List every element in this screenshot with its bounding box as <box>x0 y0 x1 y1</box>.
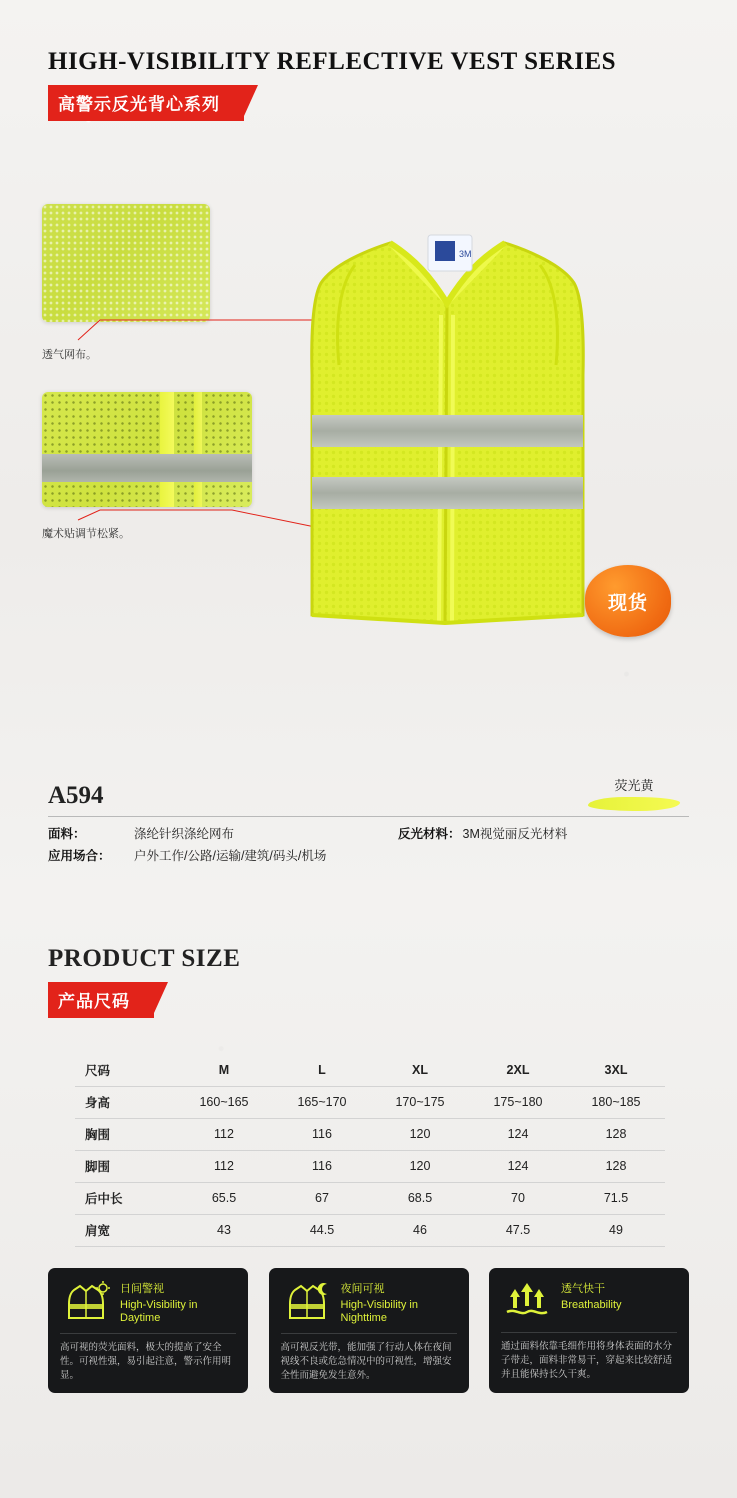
size-title-cn: 产品尺码 <box>48 982 154 1018</box>
page-title-en: HIGH-VISIBILITY REFLECTIVE VEST SERIES <box>48 48 617 75</box>
color-label-text: 荧光黄 <box>614 778 654 793</box>
reflective-value: 3M视觉丽反光材料 <box>462 827 568 841</box>
row-label: 后中长 <box>75 1183 175 1215</box>
feature-title-cn: 透气快干 <box>561 1283 605 1295</box>
page-header <box>48 48 616 121</box>
feature-title-cn: 日间警视 <box>120 1283 164 1295</box>
feature-title-en: Breathability <box>561 1299 622 1311</box>
cell: 124 <box>469 1151 567 1183</box>
cell: 112 <box>175 1151 273 1183</box>
table-header-row <box>75 1055 665 1087</box>
size-table <box>75 1055 665 1247</box>
cell: 165~170 <box>273 1087 371 1119</box>
feature-card-nighttime <box>269 1268 469 1393</box>
card-divider <box>60 1333 236 1334</box>
th-5: 3XL <box>567 1055 665 1087</box>
cell: 47.5 <box>469 1215 567 1247</box>
velcro-detail-caption: 魔术贴调节松紧。 <box>42 528 130 540</box>
row-label: 胸围 <box>75 1119 175 1151</box>
spec-row-scene <box>48 846 689 866</box>
spec-row-fabric <box>48 824 689 844</box>
table-row <box>75 1151 665 1183</box>
fabric-value: 涤纶针织涤纶网布 <box>134 827 235 841</box>
table-row <box>75 1183 665 1215</box>
scene-value: 户外工作/公路/运输/建筑/码头/机场 <box>134 849 327 863</box>
vest-illustration <box>295 225 605 655</box>
mesh-fabric-caption: 透气网布。 <box>42 349 97 361</box>
cell: 160~165 <box>175 1087 273 1119</box>
cell: 49 <box>567 1215 665 1247</box>
scene-key: 应用场合： <box>48 849 111 863</box>
cell: 71.5 <box>567 1183 665 1215</box>
spec-divider <box>48 816 689 817</box>
feature-cards <box>48 1268 689 1393</box>
cell: 112 <box>175 1119 273 1151</box>
row-label: 肩宽 <box>75 1215 175 1247</box>
th-0: 尺码 <box>75 1055 175 1087</box>
card-divider <box>501 1332 677 1333</box>
cell: 44.5 <box>273 1215 371 1247</box>
product-photo-area <box>0 180 737 710</box>
reflective-key: 反光材料： <box>398 827 461 841</box>
feature-title-cn: 夜间可视 <box>340 1283 385 1295</box>
stock-badge: 现货 <box>585 565 671 637</box>
th-1: M <box>175 1055 273 1087</box>
cell: 116 <box>273 1151 371 1183</box>
cell: 68.5 <box>371 1183 469 1215</box>
cell: 180~185 <box>567 1087 665 1119</box>
page-title-cn: 高警示反光背心系列 <box>48 85 244 121</box>
feature-title-en: High-Visibility in Nighttime <box>340 1299 418 1324</box>
vest-sun-icon <box>60 1280 112 1324</box>
th-4: 2XL <box>469 1055 567 1087</box>
row-label: 身高 <box>75 1087 175 1119</box>
card-divider <box>281 1333 457 1334</box>
size-section-header <box>48 945 240 1018</box>
feature-card-daytime <box>48 1268 248 1393</box>
size-title-en: PRODUCT SIZE <box>48 945 241 972</box>
breathable-arrows-icon <box>501 1280 553 1324</box>
cell: 46 <box>371 1215 469 1247</box>
cell: 116 <box>273 1119 371 1151</box>
feature-title-en: High-Visibility in Daytime <box>120 1299 198 1324</box>
svg-text:3M: 3M <box>459 249 472 259</box>
cell: 120 <box>371 1151 469 1183</box>
table-row <box>75 1087 665 1119</box>
cell: 70 <box>469 1183 567 1215</box>
feature-card-breathability <box>489 1268 689 1393</box>
feature-body: 高可视反光带，能加强了行动人体在夜间视线不良或危急情况中的可视性，增强安全性而避免发生意外。 <box>280 1342 452 1381</box>
cell: 65.5 <box>175 1183 273 1215</box>
table-row <box>75 1215 665 1247</box>
cell: 124 <box>469 1119 567 1151</box>
table-row <box>75 1119 665 1151</box>
feature-body: 通过面料依靠毛细作用将身体表面的水分子带走，面料非常易干，穿起来比较舒适并且能保持长久干爽。 <box>501 1341 673 1380</box>
cell: 128 <box>567 1151 665 1183</box>
cell: 43 <box>175 1215 273 1247</box>
vest-moon-icon <box>281 1280 333 1324</box>
cell: 120 <box>371 1119 469 1151</box>
model-number: A594 <box>48 782 104 809</box>
th-2: L <box>273 1055 371 1087</box>
spec-block <box>48 782 689 868</box>
feature-body: 高可视的荧光面料，极大的提高了安全性。可视性强，易引起注意，警示作用明显。 <box>60 1342 232 1381</box>
row-label: 脚围 <box>75 1151 175 1183</box>
cell: 67 <box>273 1183 371 1215</box>
cell: 175~180 <box>469 1087 567 1119</box>
th-3: XL <box>371 1055 469 1087</box>
cell: 128 <box>567 1119 665 1151</box>
cell: 170~175 <box>371 1087 469 1119</box>
fabric-key: 面料： <box>48 827 86 841</box>
